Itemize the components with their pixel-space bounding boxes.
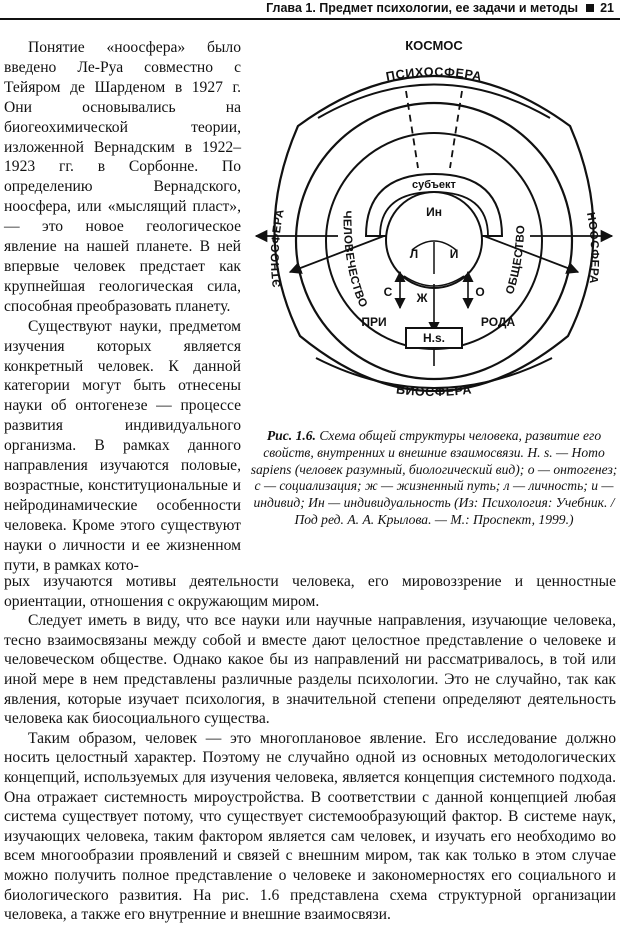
humanity-label: ЧЕЛОВЕЧЕСТВО (340, 210, 370, 310)
psychosphere-label: ПСИХОСФЕРА (384, 64, 484, 84)
figure-caption-label: Рис. 1.6. (266, 428, 316, 443)
svg-text:БИОСФЕРА (395, 382, 472, 399)
paragraph-continuation: рых изучаются мотивы деятельности человека, его мировоззрение и ценностные ориентации, отношения с окружающим миром. (4, 573, 616, 610)
left-column-text (4, 38, 241, 575)
square-bullet-icon (586, 4, 594, 12)
noosphere-label: НООСФЕРА (583, 211, 601, 285)
svg-text:ЭТНОСФЕРА (270, 208, 287, 288)
full-width-text (4, 572, 616, 925)
personality-label: Л (409, 247, 419, 261)
structure-diagram (248, 36, 620, 416)
nature-left-label: ПРИ (361, 315, 387, 329)
svg-text:ОБЩЕСТВО (504, 225, 527, 296)
hs-label: H.s. (422, 331, 446, 345)
paragraph-systems-approach: Таким образом, человек — это многоплановое явление. Его исследование должно носить целостный характер. Поэтому не случайно одной из основных методологических концепций, используемых для изучения человека, является концепция системного подхода. Она отражает системность мироустройства. В соответствии с данной концепцией любая система существует потому, что существует системообразующий фактор. В системе наук, изучающих человека, таким фактором является сам человек, и изучать его необходимо во всем многообразии проявлений и связей с внешним миром, так как только в этом случае можно получить полное представление о человеке и закономерностях его социального и биологического развития. На рис. 1.6 представлена схема структурной организации человека, а также его внутренние и внешние взаимосвязи. (4, 729, 616, 924)
ontogenesis-label: О (475, 285, 485, 299)
ethnosphere-label: ЭТНОСФЕРА (269, 207, 287, 288)
individual-label: И (449, 247, 459, 261)
paragraph-sciences: Существуют науки, предметом изучения которых является конкретный человек. К данной категории могут быть отнесены науки об онтогенезе — процессе развития индивидуального организма. В рамках данного направления изучаются половые, возрастные, конституциональные и нейродинамические особенности человека. Кроме этого существуют науки о личности и ее жизненном пути, в рамках кото- (4, 317, 241, 574)
figure-caption-text: Схема общей структуры человека, развитие его свойств, внутренних и внешние взаимосвязи. H. s. — Homo sapiens (человек разумный, биологический вид); о — онтогенез; с — социализация; ж — жизненный путь; л — личность; и — индивид; Ин — индивидуальность (Из: Психология: Учебник. / Под ред. А. А. Крылова. — М.: Проспект, 1999.) (250, 428, 618, 527)
society-label: ОБЩЕСТВО (504, 224, 528, 296)
biosphere-label: БИОСФЕРА (395, 382, 473, 400)
life-path-label: Ж (416, 291, 428, 305)
individuality-label: Ин (426, 205, 442, 219)
svg-text:ПСИХОСФЕРА (385, 65, 483, 84)
psychosphere-outline (318, 85, 550, 119)
running-title: Глава 1. Предмет психологии, ее задачи и методы (266, 1, 579, 15)
figure-caption (250, 428, 618, 529)
figure-1-6 (248, 36, 620, 416)
paragraph-interrelation: Следует иметь в виду, что все науки или научные направления, изучающие человека, тесно взаимосвязаны между собой и вместе дают целостное представление о человеке и человеческом обществе. Однако какое бы из направлений ни рассматривалось, в той или иной мере в нем представлены различные разделы психологии. Это не случайно, так как явления, которые изучает психология, в значительной степени определяют деятельность человека как биосоциального существа. (4, 612, 616, 728)
nature-right-label: РОДА (480, 315, 516, 329)
subject-label: субъект (412, 179, 456, 191)
running-header (0, 0, 620, 20)
cosmos-label: КОСМОС (405, 38, 463, 53)
page-number: 21 (600, 1, 614, 15)
svg-text:ЧЕЛОВЕЧЕСТВО (340, 210, 369, 309)
paragraph-noosphere: Понятие «ноосфера» было введено Ле-Руа совместно с Тейяром де Шарденом в 1927 г. Они основывались на биогеохимической теории, изложенной Вернадским в 1922–1923 гг. в Сорбонне. По определению Вернадского, ноосфера, или «мыслящий пласт», — это новое геологическое явление на нашей планете. В ней впервые человек предстает как крупнейшая геологическая сила, способная преобразовать планету. (4, 39, 241, 315)
socialization-label: С (383, 285, 393, 299)
svg-text:НООСФЕРА (584, 211, 600, 284)
